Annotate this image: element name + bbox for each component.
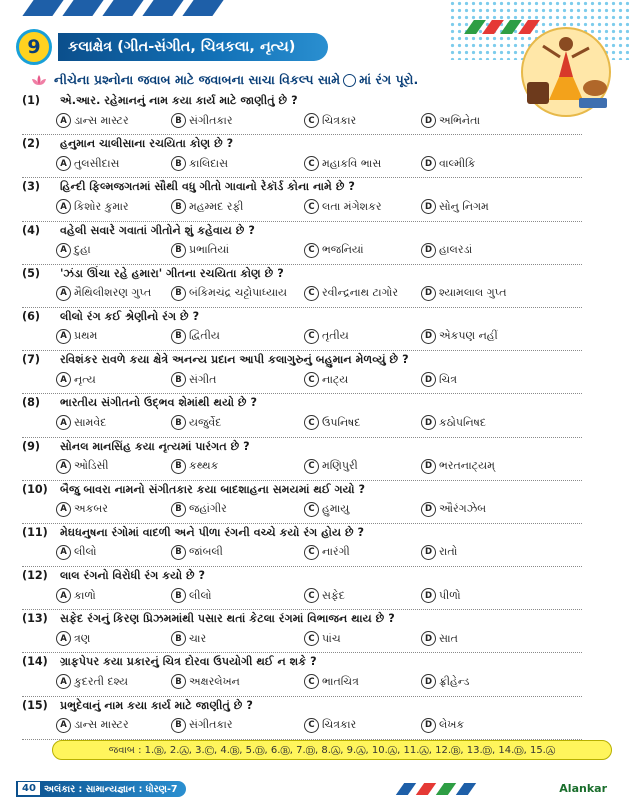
option-circle[interactable]: B [171, 502, 186, 517]
option-d[interactable] [421, 631, 458, 646]
question-text: હિન્દી ફિલ્મજગતમાં સૌથી વધુ ગીતો ગાવાનો રેકૉર્ડ કોના નામે છે ? [60, 180, 355, 194]
option-b[interactable] [171, 113, 233, 128]
question-list [22, 94, 507, 742]
chapter-number-badge: 9 [16, 29, 52, 65]
question-number: (8) [22, 396, 41, 410]
option-circle[interactable]: B [171, 718, 186, 733]
option-b[interactable] [171, 718, 233, 733]
option-label: ફ્રીહેન્ડ [439, 674, 470, 688]
question-item [22, 483, 492, 526]
option-circle[interactable]: D [421, 156, 436, 171]
option-label: નૃત્ય [74, 372, 96, 386]
question-text-row [22, 483, 365, 497]
option-circle[interactable]: A [56, 199, 71, 214]
question-number: (4) [22, 223, 41, 237]
option-label: સાત [439, 631, 458, 645]
option-label: ચિત્રકાર [322, 718, 357, 732]
question-number: (15) [22, 698, 48, 712]
option-circle[interactable]: D [421, 545, 436, 560]
option-circle[interactable]: C [304, 243, 319, 258]
option-label: મણિપુરી [322, 459, 358, 472]
options-row [56, 286, 507, 304]
question-text: બૈજુ બાવરા નામનો સંગીતકાર કયા બાદશાહના સમયમાં થઈ ગયો ? [60, 482, 365, 496]
option-circle[interactable]: D [421, 718, 436, 733]
option-circle[interactable]: D [421, 372, 436, 387]
option-circle[interactable]: B [171, 459, 186, 474]
dotted-separator [22, 393, 582, 394]
options-row [56, 631, 496, 649]
question-number: (9) [22, 439, 41, 453]
instruction-text-before: નીચેના પ્રશ્નોના જવાબ માટે જવાબના સાચા વિકલ્પ સામે [54, 72, 341, 87]
option-label: હુમાયુ [322, 502, 350, 516]
option-circle[interactable]: D [421, 415, 436, 430]
option-label: ઓડિસી [74, 459, 109, 472]
question-item [22, 396, 492, 439]
option-circle[interactable]: D [421, 502, 436, 517]
question-text-row [22, 180, 355, 194]
option-label: ભાતચિત્ર [322, 674, 359, 688]
page-footer [0, 773, 629, 809]
option-circle[interactable]: A [56, 674, 71, 689]
option-label: તુલસીદાસ [74, 156, 120, 170]
question-number: (7) [22, 353, 41, 367]
option-d[interactable] [421, 329, 498, 344]
option-b[interactable] [171, 199, 243, 214]
dancer-with-instruments-illustration [519, 22, 613, 118]
question-item [22, 266, 507, 310]
option-c[interactable] [304, 674, 359, 689]
option-circle[interactable]: A [56, 243, 71, 258]
question-number: (2) [22, 137, 41, 151]
option-circle[interactable]: C [304, 415, 319, 430]
option-d[interactable] [421, 286, 507, 301]
option-label: કુદરતી દશ્ય [74, 674, 129, 688]
option-d[interactable] [421, 156, 475, 171]
option-d[interactable] [421, 113, 480, 128]
option-label: ડાન્સ માસ્ટર [74, 113, 129, 127]
chapter-header [16, 31, 328, 63]
option-label: ત્રણ [74, 631, 91, 645]
dotted-separator [22, 566, 582, 567]
dotted-separator [22, 221, 582, 222]
option-label: કિશોર કુમાર [74, 199, 129, 213]
option-label: મહમ્મદ રફી [189, 199, 244, 213]
question-item [22, 94, 492, 137]
option-label: સંગીતકાર [189, 113, 233, 127]
option-c[interactable] [304, 415, 360, 430]
question-text: ભારતીય સંગીતનો ઉદ્ભવ શેમાંથી થયો છે ? [60, 396, 257, 410]
question-number: (14) [22, 655, 48, 669]
option-circle[interactable]: B [171, 243, 186, 258]
option-circle[interactable]: D [421, 588, 436, 603]
option-circle[interactable]: C [304, 674, 319, 689]
question-text: પ્રભુદેવાનું નામ કયા કાર્ય માટે જાણીતું છે ? [60, 698, 253, 712]
option-a[interactable] [56, 459, 109, 474]
dotted-separator [22, 177, 582, 178]
option-label: પીળો [439, 588, 461, 602]
option-label: ઔરંગઝેબ [439, 502, 487, 516]
dotted-separator [22, 480, 582, 481]
option-a[interactable] [56, 113, 129, 128]
option-circle[interactable]: A [56, 113, 71, 128]
question-text-row [22, 353, 409, 367]
option-label: ચિત્ર [439, 372, 458, 386]
options-row [56, 156, 496, 174]
option-label: દ્વિતીય [189, 329, 220, 343]
option-label: શ્યામલાલ ગુપ્ત [439, 286, 507, 300]
question-item [22, 699, 492, 742]
option-circle[interactable]: A [56, 286, 71, 301]
question-number: (1) [22, 94, 41, 107]
option-label: અભિનેતા [439, 113, 481, 127]
option-d[interactable] [421, 674, 469, 689]
option-label: લીલો [74, 545, 97, 559]
question-number: (11) [22, 525, 48, 539]
question-item [22, 224, 492, 267]
option-a[interactable] [56, 718, 129, 733]
option-b[interactable] [171, 631, 206, 646]
dotted-separator [22, 264, 582, 265]
options-row [56, 372, 496, 390]
option-b[interactable] [171, 545, 223, 560]
options-row [56, 718, 496, 736]
option-label: લતા મંગેશકર [322, 199, 382, 213]
question-number: (12) [22, 569, 48, 583]
lotus-icon [30, 74, 48, 86]
question-item [22, 612, 492, 655]
question-text: હનુમાન ચાલીસાના રચયિતા કોણ છે ? [60, 137, 234, 151]
option-circle[interactable]: D [421, 674, 436, 689]
option-d[interactable] [421, 718, 464, 733]
option-label: સોનુ નિગમ [439, 199, 489, 213]
option-b[interactable] [171, 286, 287, 301]
dotted-separator [22, 134, 582, 135]
option-d[interactable] [421, 545, 457, 560]
option-c[interactable] [304, 545, 350, 560]
footer-stripes [400, 783, 500, 795]
option-label: હાલરડાં [439, 243, 473, 257]
option-d[interactable] [421, 243, 472, 258]
option-c[interactable] [304, 372, 348, 387]
option-circle[interactable]: A [56, 631, 71, 646]
option-b[interactable] [171, 459, 218, 474]
option-label: રાતો [439, 545, 458, 559]
page-number: 40 [18, 782, 40, 795]
question-text-row [22, 655, 317, 669]
dotted-separator [22, 523, 582, 524]
top-left-stripes [0, 0, 240, 16]
question-item [22, 180, 492, 223]
options-row [56, 243, 496, 261]
option-d[interactable] [421, 502, 486, 517]
options-row [56, 588, 496, 606]
option-c[interactable] [304, 243, 364, 258]
question-text: 'ઝંડા ઊંચા રહે હમારા' ગીતના રચયિતા કોણ છે ? [60, 266, 284, 280]
option-label: ડાન્સ માસ્ટર [74, 718, 129, 732]
option-label: તૃતીય [322, 329, 349, 343]
instruction-text-after: માં રંગ પૂરો. [359, 72, 419, 87]
option-label: યજુર્વેદ [189, 415, 222, 429]
option-circle[interactable]: D [421, 459, 436, 474]
option-a[interactable] [56, 243, 91, 258]
option-label: સફેદ [322, 588, 345, 602]
option-label: કઠોપનિષદ [439, 415, 487, 429]
option-circle[interactable]: D [421, 329, 436, 344]
option-circle[interactable]: A [56, 502, 71, 517]
option-circle[interactable]: B [171, 156, 186, 171]
question-text: લીલો રંગ કઈ શ્રેણીનો રંગ છે ? [60, 309, 200, 323]
option-label: ભરતનાટ્યમ્ [439, 459, 495, 472]
option-c[interactable] [304, 286, 398, 301]
option-a[interactable] [56, 156, 119, 171]
option-circle[interactable]: D [421, 631, 436, 646]
option-circle[interactable]: A [56, 718, 71, 733]
option-a[interactable] [56, 674, 128, 689]
option-circle[interactable]: D [421, 199, 436, 214]
question-text: વહેલી સવારે ગવાતાં ગીતોને શું કહેવાય છે ? [60, 223, 255, 237]
option-a[interactable] [56, 415, 106, 430]
option-circle[interactable]: D [421, 286, 436, 301]
option-a[interactable] [56, 329, 97, 344]
option-c[interactable] [304, 718, 356, 733]
question-text-row [22, 569, 205, 583]
option-a[interactable] [56, 502, 108, 517]
question-text-row [22, 224, 255, 238]
question-text-row [22, 396, 257, 410]
option-circle[interactable]: C [304, 588, 319, 603]
option-b[interactable] [171, 372, 216, 387]
option-label: સામવેદ [74, 415, 107, 429]
option-a[interactable] [56, 199, 129, 214]
question-item [22, 439, 495, 483]
question-number: (3) [22, 180, 41, 194]
question-item [22, 569, 492, 612]
option-label: રવીન્દ્રનાથ ટાગોર [322, 286, 399, 300]
option-label: ભજનિયાં [322, 243, 364, 257]
option-c[interactable] [304, 156, 381, 171]
option-label: બંકિમચંદ્ર ચટ્ટોપાધ્યાય [189, 286, 288, 300]
question-text: મેઘધનુષના રંગોમાં વાદળી અને પીળા રંગની વચ્ચે કયો રંગ હોય છે ? [60, 525, 365, 539]
option-circle[interactable]: B [171, 674, 186, 689]
option-b[interactable] [171, 502, 227, 517]
option-b[interactable] [171, 415, 221, 430]
option-label: લેખક [439, 718, 465, 732]
option-b[interactable] [171, 329, 220, 344]
option-c[interactable] [304, 502, 349, 517]
option-a[interactable] [56, 588, 96, 603]
option-circle[interactable]: C [304, 372, 319, 387]
question-text-row [22, 94, 298, 108]
question-item [22, 526, 492, 569]
option-d[interactable] [421, 415, 486, 430]
option-label: જાંબલી [189, 545, 223, 559]
dotted-separator [22, 652, 582, 653]
empty-circle-icon [343, 74, 356, 87]
option-label: ઉપનિષદ [322, 415, 361, 429]
option-circle[interactable]: B [171, 631, 186, 646]
option-circle[interactable]: C [304, 156, 319, 171]
option-d[interactable] [421, 199, 489, 214]
dotted-separator [22, 437, 582, 438]
option-label: પ્રભાતિયાં [189, 243, 230, 257]
option-label: પ્રથમ [74, 329, 98, 343]
question-text: એ.આર. રહેમાનનું નામ કયા કાર્ય માટે જાણીતું છે ? [60, 94, 298, 107]
options-row [56, 329, 496, 347]
option-d[interactable] [421, 372, 457, 387]
option-label: ચાર [189, 631, 207, 645]
dotted-separator [22, 350, 582, 351]
option-circle[interactable]: B [171, 372, 186, 387]
book-title: અલંકાર : સામાન્યજ્ઞાન : ધોરણ-7 [44, 784, 178, 795]
option-circle[interactable]: B [171, 588, 186, 603]
option-circle[interactable]: B [171, 329, 186, 344]
option-label: ચિત્રકાર [322, 113, 357, 127]
option-a[interactable] [56, 286, 151, 301]
option-d[interactable] [421, 588, 461, 603]
option-circle[interactable]: A [56, 156, 71, 171]
option-circle[interactable]: B [171, 199, 186, 214]
question-text: સફેદ રંગનું કિરણ પ્રિઝમમાંથી પસાર થતાં કેટલા રંગમાં વિભાજન થાય છે ? [60, 612, 395, 626]
options-row [56, 113, 496, 131]
option-label: મહાકવિ ભાસ [322, 156, 382, 170]
option-circle[interactable]: D [421, 113, 436, 128]
option-label: દુહા [74, 243, 91, 257]
option-circle[interactable]: C [304, 545, 319, 560]
options-row [56, 459, 496, 477]
option-label: મૈથિલીશરણ ગુપ્ત [74, 286, 152, 300]
question-text: રવિશંકર રાવળે કયા ક્ષેત્રે અનન્ય પ્રદાન આપી કલાગુરુનું બહુમાન મેળવ્યું છે ? [60, 353, 409, 367]
option-circle[interactable]: A [56, 588, 71, 603]
option-circle[interactable]: B [171, 286, 186, 301]
option-a[interactable] [56, 372, 96, 387]
option-label: કાળો [74, 588, 96, 602]
options-row [56, 502, 496, 520]
option-label: અકબર [74, 502, 108, 516]
option-a[interactable] [56, 631, 90, 646]
option-a[interactable] [56, 545, 97, 560]
dotted-separator [22, 609, 582, 610]
option-label: અક્ષરલેખન [189, 674, 240, 688]
question-text-row [22, 267, 284, 281]
option-c[interactable] [304, 631, 341, 646]
question-number: (5) [22, 266, 41, 280]
dotted-separator [22, 696, 582, 697]
option-circle[interactable]: C [304, 113, 319, 128]
options-row [56, 199, 496, 217]
option-c[interactable] [304, 459, 358, 474]
option-circle[interactable]: C [304, 286, 319, 301]
option-circle[interactable]: A [56, 459, 71, 474]
option-circle[interactable]: C [304, 199, 319, 214]
answer-key: જવાબ : 1.Ⓑ, 2.Ⓐ, 3.Ⓒ, 4.Ⓑ, 5.Ⓓ, 6.Ⓑ, 7.Ⓓ, 8.Ⓐ, 9.Ⓐ, 10.Ⓐ, 11.Ⓐ, 12.Ⓑ, 13.Ⓓ, 14.Ⓓ, 15.Ⓐ [52, 740, 612, 760]
question-text-row [22, 137, 233, 151]
question-item [22, 353, 492, 396]
option-b[interactable] [171, 156, 228, 171]
option-label: વાલ્મીકિ [439, 156, 476, 170]
option-label: સંગીત [189, 372, 217, 386]
option-label: કાલિદાસ [189, 156, 229, 170]
option-b[interactable] [171, 588, 212, 603]
option-circle[interactable]: D [421, 243, 436, 258]
option-circle[interactable]: A [56, 545, 71, 560]
question-text: લાલ રંગનો વિરોધી રંગ કયો છે ? [60, 569, 206, 583]
option-label: સંગીતકાર [189, 718, 233, 732]
option-c[interactable] [304, 113, 356, 128]
option-label: કથ્થક [189, 459, 219, 472]
option-label: લીલો [189, 588, 212, 602]
option-circle[interactable]: B [171, 415, 186, 430]
option-label: જહાંગીર [189, 502, 227, 516]
option-d[interactable] [421, 459, 495, 474]
instruction-line [30, 72, 418, 88]
option-c[interactable] [304, 588, 345, 603]
question-number: (6) [22, 309, 41, 323]
dotted-separator [22, 307, 582, 308]
option-b[interactable] [171, 243, 229, 258]
option-circle[interactable]: C [304, 718, 319, 733]
option-circle[interactable]: A [56, 415, 71, 430]
options-row [56, 674, 496, 692]
question-item [22, 137, 492, 180]
options-row [56, 545, 496, 563]
option-circle[interactable]: B [171, 113, 186, 128]
question-item [22, 655, 492, 698]
options-row [56, 415, 496, 433]
option-label: એકપણ નહીં [439, 329, 498, 343]
question-text-row [22, 526, 364, 540]
question-item [22, 309, 498, 353]
option-b[interactable] [171, 674, 240, 689]
question-text-row [22, 612, 395, 626]
option-circle[interactable]: C [304, 631, 319, 646]
question-number: (10) [22, 482, 48, 496]
option-c[interactable] [304, 329, 349, 344]
question-text: ગ્રાફપેપર કયા પ્રકારનું ચિત્ર દોરવા ઉપયોગી થઈ ન શકે ? [60, 655, 317, 669]
question-text-row [22, 440, 250, 454]
option-circle[interactable]: C [304, 329, 319, 344]
option-c[interactable] [304, 199, 382, 214]
option-circle[interactable]: C [304, 502, 319, 517]
question-text-row [22, 699, 253, 713]
option-label: પાંચ [322, 631, 341, 645]
brand-logo: Alankar [559, 782, 607, 795]
option-circle[interactable]: B [171, 545, 186, 560]
question-text-row [22, 310, 199, 324]
option-label: નાટ્ય [322, 372, 349, 386]
question-text: સોનલ માનસિંહ કયા નૃત્યમાં પારંગત છે ? [60, 439, 250, 453]
option-circle[interactable]: A [56, 372, 71, 387]
option-label: નારંગી [322, 545, 350, 559]
option-circle[interactable]: A [56, 329, 71, 344]
chapter-title: કલાક્ષેત્ર (ગીત-સંગીત, ચિત્રકલા, નૃત્ય) [58, 33, 328, 61]
option-circle[interactable]: C [304, 459, 319, 474]
question-number: (13) [22, 612, 48, 626]
